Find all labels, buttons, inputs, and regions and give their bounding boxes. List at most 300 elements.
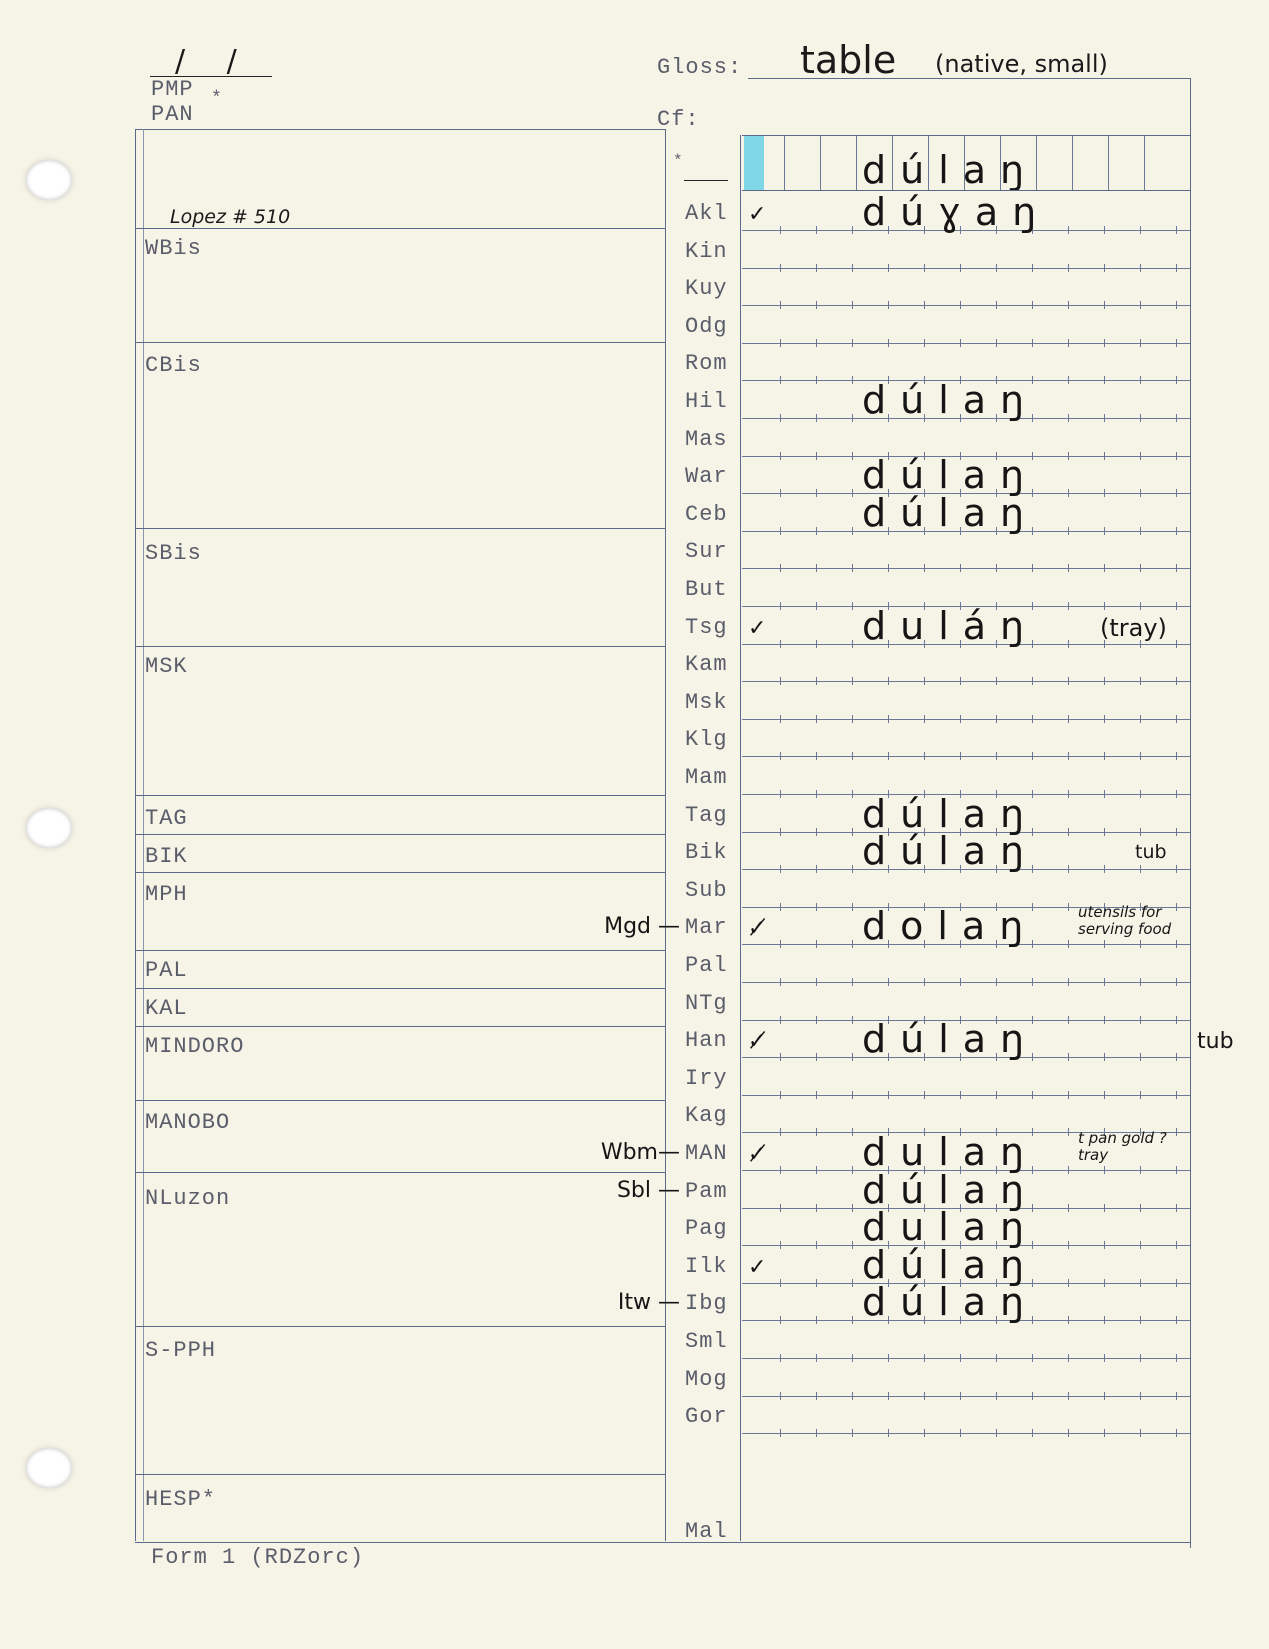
check-mark: ✓: [748, 615, 767, 641]
row-tick: [1104, 376, 1105, 384]
language-code: Gor: [685, 1404, 728, 1430]
row-tick: [1176, 940, 1177, 948]
row-tick: [1176, 1204, 1177, 1212]
row-tick: [960, 564, 961, 572]
row-tick: [852, 1128, 853, 1136]
check-mark: ✓: [748, 202, 767, 227]
row-tick: [996, 301, 997, 309]
row-tick: [1140, 264, 1141, 272]
row-tick: [888, 1392, 889, 1400]
row-tick: [852, 1354, 853, 1362]
row-tick: [1176, 1053, 1177, 1061]
gloss-note: (native, small): [935, 50, 1108, 78]
row-tick: [816, 489, 817, 497]
row-tick: [1068, 865, 1069, 873]
row-tick: [816, 1279, 817, 1287]
group-rule: [135, 950, 665, 951]
row-tick: [1140, 978, 1141, 986]
row-tick: [816, 1016, 817, 1024]
row-tick: [960, 1392, 961, 1400]
row-tick: [1140, 828, 1141, 836]
date-field: / /: [175, 44, 253, 79]
row-tick: [1068, 264, 1069, 272]
language-code: Kag: [685, 1103, 728, 1129]
reconstruction-cell-divider: [1072, 136, 1073, 190]
language-code: Pag: [685, 1216, 728, 1242]
row-tick: [1104, 301, 1105, 309]
row-tick: [780, 339, 781, 347]
reconstruction-cell-divider: [1036, 136, 1037, 190]
row-tick: [816, 264, 817, 272]
row-tick: [1176, 790, 1177, 798]
row-tick: [1104, 339, 1105, 347]
row-tick: [816, 978, 817, 986]
row-tick: [1068, 1241, 1069, 1249]
group-rule: [135, 1100, 665, 1101]
reconstruction-cell-divider: [964, 136, 965, 190]
subgroup-annotation: Itw —: [617, 1290, 680, 1316]
row-tick: [1140, 865, 1141, 873]
row-tick: [960, 339, 961, 347]
row-tick: [780, 752, 781, 760]
reconstruction-form: dúlaŋ: [862, 148, 1039, 192]
row-tick: [996, 1354, 997, 1362]
row-tick: [1176, 1316, 1177, 1324]
row-tick: [816, 1091, 817, 1099]
row-tick: [1068, 452, 1069, 460]
row-tick: [1104, 527, 1105, 535]
row-tick: [852, 489, 853, 497]
row-tick: [852, 264, 853, 272]
row-tick: [816, 226, 817, 234]
row-tick: [1068, 489, 1069, 497]
row-tick: [852, 1016, 853, 1024]
form-footer: Form 1 (RDZorc): [151, 1545, 365, 1570]
row-tick: [996, 1392, 997, 1400]
row-tick: [1068, 677, 1069, 685]
language-code: Tag: [685, 802, 728, 828]
row-tick: [1104, 452, 1105, 460]
check-mark: ✓̸: [748, 1029, 767, 1055]
row-tick: [780, 1429, 781, 1437]
handwritten-form: duláŋ: [862, 603, 1039, 648]
language-code: Rom: [685, 351, 728, 377]
row-tick: [780, 790, 781, 798]
row-tick: [816, 301, 817, 309]
row-tick: [924, 1354, 925, 1362]
row-tick: [816, 1316, 817, 1324]
row-rule: [742, 268, 1190, 269]
row-tick: [780, 1204, 781, 1212]
row-tick: [780, 452, 781, 460]
row-tick: [888, 715, 889, 723]
row-rule: [742, 305, 1190, 306]
row-tick: [780, 602, 781, 610]
row-tick: [780, 1128, 781, 1136]
row-tick: [816, 1166, 817, 1174]
group-rule: [135, 1172, 665, 1173]
row-tick: [852, 1279, 853, 1287]
language-code: Kuy: [685, 276, 728, 302]
row-rule: [742, 568, 1190, 569]
language-code: Bik: [685, 840, 728, 866]
row-tick: [1140, 1241, 1141, 1249]
row-tick: [852, 715, 853, 723]
row-tick: [1068, 752, 1069, 760]
row-tick: [1104, 226, 1105, 234]
frame-bottom-rule: [135, 1542, 1190, 1543]
handwritten-form: dúlaŋ: [862, 378, 1039, 422]
row-tick: [1068, 1354, 1069, 1362]
row-tick: [996, 564, 997, 572]
row-tick: [816, 602, 817, 610]
row-tick: [1140, 1429, 1141, 1437]
row-tick: [780, 226, 781, 234]
group-label: WBis: [145, 236, 202, 261]
row-tick: [1068, 1279, 1069, 1287]
reconstruction-cell-divider: [928, 136, 929, 190]
row-tick: [888, 301, 889, 309]
language-code: Odg: [685, 313, 728, 339]
group-label: S-PPH: [145, 1338, 217, 1363]
row-tick: [852, 301, 853, 309]
row-tick: [780, 564, 781, 572]
row-tick: [1140, 339, 1141, 347]
row-tick: [1068, 715, 1069, 723]
row-tick: [780, 527, 781, 535]
row-tick: [1140, 940, 1141, 948]
handwritten-form: dúɣaŋ: [862, 190, 1051, 234]
row-tick: [816, 414, 817, 422]
row-tick: [780, 1392, 781, 1400]
row-tick: [852, 564, 853, 572]
row-tick: [780, 489, 781, 497]
row-tick: [852, 865, 853, 873]
language-code: Tsg: [685, 614, 728, 640]
row-tick: [852, 903, 853, 911]
reconstruction-cell-divider: [1144, 136, 1145, 190]
group-label: KAL: [145, 996, 188, 1021]
gloss-note: t pan gold ?tray: [1078, 1129, 1167, 1164]
row-tick: [1176, 1429, 1177, 1437]
lang-column-right-rule: [740, 135, 741, 1541]
row-tick: [780, 715, 781, 723]
row-tick: [1176, 978, 1177, 986]
row-tick: [1068, 527, 1069, 535]
row-tick: [1068, 640, 1069, 648]
row-tick: [888, 264, 889, 272]
group-rule: [135, 1474, 665, 1475]
handwritten-form: dúlaŋ: [862, 1280, 1039, 1325]
language-code: Mal: [685, 1519, 728, 1544]
row-tick: [1176, 226, 1177, 234]
row-tick: [1140, 715, 1141, 723]
group-rule: [135, 872, 665, 873]
row-tick: [816, 452, 817, 460]
row-tick: [816, 1392, 817, 1400]
row-tick: [1140, 564, 1141, 572]
row-tick: [924, 677, 925, 685]
check-mark: ✓̸: [748, 916, 767, 942]
row-tick: [1176, 414, 1177, 422]
row-tick: [1176, 752, 1177, 760]
row-tick: [1104, 1166, 1105, 1174]
row-tick: [1176, 301, 1177, 309]
row-tick: [816, 940, 817, 948]
group-label: MSK: [145, 654, 188, 679]
row-tick: [888, 1091, 889, 1099]
reconstruction-star-underline: [684, 180, 728, 181]
group-label: CBis: [145, 353, 202, 378]
row-tick: [1140, 1316, 1141, 1324]
language-code: Ilk: [685, 1253, 728, 1279]
row-tick: [1140, 677, 1141, 685]
row-tick: [1176, 564, 1177, 572]
row-tick: [816, 1354, 817, 1362]
row-tick: [1140, 602, 1141, 610]
reconstruction-cell-divider: [784, 136, 785, 190]
row-tick: [1176, 640, 1177, 648]
row-tick: [816, 1128, 817, 1136]
row-tick: [888, 752, 889, 760]
row-tick: [1104, 1392, 1105, 1400]
row-tick: [1104, 1429, 1105, 1437]
group-label: HESP*: [145, 1487, 217, 1512]
group-label: MINDORO: [145, 1034, 245, 1059]
row-tick: [852, 527, 853, 535]
row-tick: [960, 1091, 961, 1099]
row-tick: [1104, 1053, 1105, 1061]
row-tick: [1032, 1091, 1033, 1099]
reconstruction-star: *: [673, 152, 684, 170]
frame-right-rule: [1190, 78, 1191, 1548]
row-tick: [960, 1354, 961, 1362]
row-tick: [1068, 602, 1069, 610]
row-tick: [960, 978, 961, 986]
row-tick: [1176, 527, 1177, 535]
check-mark: ✓̸: [748, 1142, 767, 1167]
row-tick: [852, 752, 853, 760]
row-tick: [852, 940, 853, 948]
row-tick: [1068, 339, 1069, 347]
frame-left-rule-inner: [143, 129, 144, 1541]
row-tick: [1176, 1392, 1177, 1400]
row-tick: [780, 865, 781, 873]
row-tick: [780, 940, 781, 948]
reconstruction-cell-divider: [820, 136, 821, 190]
highlight-cell: [744, 136, 764, 190]
row-tick: [1068, 1053, 1069, 1061]
gloss-note: utensils for serving food: [1078, 903, 1172, 939]
language-code: War: [685, 464, 728, 490]
row-tick: [1104, 1091, 1105, 1099]
row-tick: [1032, 339, 1033, 347]
row-tick: [1104, 790, 1105, 798]
row-tick: [996, 752, 997, 760]
row-tick: [1140, 1354, 1141, 1362]
row-tick: [1140, 527, 1141, 535]
language-code: Mog: [685, 1366, 728, 1392]
row-tick: [1032, 1354, 1033, 1362]
row-tick: [1104, 1204, 1105, 1212]
row-tick: [816, 1053, 817, 1061]
language-code: Mar: [685, 915, 728, 941]
row-tick: [816, 790, 817, 798]
handwritten-form: dúlaŋ: [862, 490, 1039, 535]
row-tick: [1104, 677, 1105, 685]
row-tick: [1140, 1166, 1141, 1174]
subgroup-annotation: Mgd —: [604, 914, 680, 940]
row-tick: [1176, 339, 1177, 347]
group-rule: [135, 1326, 665, 1327]
row-tick: [996, 677, 997, 685]
row-tick: [780, 1053, 781, 1061]
row-rule: [742, 1095, 1190, 1096]
row-tick: [780, 640, 781, 648]
row-tick: [1176, 1016, 1177, 1024]
row-rule: [742, 1396, 1190, 1397]
language-code: Pam: [685, 1178, 728, 1204]
row-tick: [852, 790, 853, 798]
row-tick: [924, 715, 925, 723]
row-tick: [852, 978, 853, 986]
row-tick: [1176, 602, 1177, 610]
pmp-label: PMP: [151, 77, 194, 102]
row-tick: [1176, 489, 1177, 497]
row-tick: [1140, 226, 1141, 234]
handwritten-form: dúlaŋ: [862, 453, 1039, 498]
row-tick: [1032, 301, 1033, 309]
row-rule: [742, 681, 1190, 682]
group-rule: [135, 646, 665, 647]
row-tick: [1176, 1279, 1177, 1287]
row-tick: [1140, 301, 1141, 309]
row-tick: [780, 376, 781, 384]
row-tick: [1104, 978, 1105, 986]
row-tick: [780, 1016, 781, 1024]
language-code: Ibg: [685, 1291, 728, 1317]
pmp-star: *: [211, 89, 223, 109]
handwritten-form: dúlaŋ: [862, 829, 1039, 874]
row-tick: [1176, 1091, 1177, 1099]
row-tick: [816, 1429, 817, 1437]
row-tick: [1140, 1091, 1141, 1099]
row-tick: [1032, 978, 1033, 986]
row-tick: [924, 1429, 925, 1437]
row-tick: [780, 903, 781, 911]
row-tick: [780, 1166, 781, 1174]
row-tick: [780, 1279, 781, 1287]
pan-label: PAN: [151, 102, 194, 127]
group-column-right-rule: [665, 129, 666, 1541]
row-tick: [852, 677, 853, 685]
row-tick: [1068, 1429, 1069, 1437]
row-tick: [1104, 489, 1105, 497]
row-tick: [1176, 677, 1177, 685]
row-rule: [742, 756, 1190, 757]
language-code: Mas: [685, 426, 728, 452]
row-rule: [742, 343, 1190, 344]
row-tick: [960, 677, 961, 685]
group-rule: [135, 1026, 665, 1027]
row-rule: [742, 1433, 1190, 1434]
group-label: SBis: [145, 541, 202, 566]
row-tick: [1104, 264, 1105, 272]
row-tick: [924, 564, 925, 572]
row-tick: [996, 715, 997, 723]
row-tick: [924, 1091, 925, 1099]
row-tick: [960, 1429, 961, 1437]
row-tick: [852, 226, 853, 234]
row-tick: [960, 752, 961, 760]
row-tick: [1140, 1279, 1141, 1287]
row-tick: [960, 715, 961, 723]
row-tick: [888, 339, 889, 347]
row-tick: [888, 564, 889, 572]
row-tick: [816, 1241, 817, 1249]
gloss-value: table: [800, 38, 897, 82]
group-rule: [135, 988, 665, 989]
row-tick: [1068, 1316, 1069, 1324]
row-tick: [1068, 940, 1069, 948]
language-code: Sur: [685, 539, 728, 565]
gloss-note: tub: [1135, 841, 1167, 864]
row-tick: [1068, 301, 1069, 309]
language-code: Kin: [685, 238, 728, 264]
row-tick: [1140, 452, 1141, 460]
row-tick: [1032, 715, 1033, 723]
row-tick: [780, 1354, 781, 1362]
row-tick: [1068, 226, 1069, 234]
row-tick: [1140, 1392, 1141, 1400]
check-mark: ✓: [748, 1254, 767, 1280]
language-code: Iry: [685, 1065, 728, 1091]
row-tick: [816, 865, 817, 873]
row-tick: [852, 376, 853, 384]
handwritten-form: dúlaŋ: [862, 1017, 1039, 1062]
row-tick: [1068, 414, 1069, 422]
row-tick: [1068, 978, 1069, 986]
group-label: TAG: [145, 806, 188, 831]
row-tick: [924, 301, 925, 309]
row-tick: [816, 715, 817, 723]
row-tick: [924, 1392, 925, 1400]
row-tick: [1104, 828, 1105, 836]
row-tick: [816, 677, 817, 685]
row-tick: [1032, 264, 1033, 272]
row-tick: [1104, 1279, 1105, 1287]
group-rule: [135, 834, 665, 835]
row-tick: [1068, 564, 1069, 572]
row-tick: [1068, 376, 1069, 384]
row-tick: [888, 1429, 889, 1437]
row-tick: [780, 264, 781, 272]
row-tick: [1140, 1053, 1141, 1061]
cf-rule: [742, 135, 1190, 136]
row-tick: [780, 1241, 781, 1249]
language-code: Kam: [685, 652, 728, 678]
frame-left-rule: [135, 129, 136, 1541]
row-tick: [1068, 903, 1069, 911]
language-code: Ceb: [685, 501, 728, 527]
row-tick: [1104, 564, 1105, 572]
row-tick: [888, 1354, 889, 1362]
row-tick: [1176, 264, 1177, 272]
subgroup-annotation: Wbm—: [600, 1140, 680, 1165]
row-tick: [1104, 1316, 1105, 1324]
row-tick: [1068, 828, 1069, 836]
row-tick: [1068, 790, 1069, 798]
